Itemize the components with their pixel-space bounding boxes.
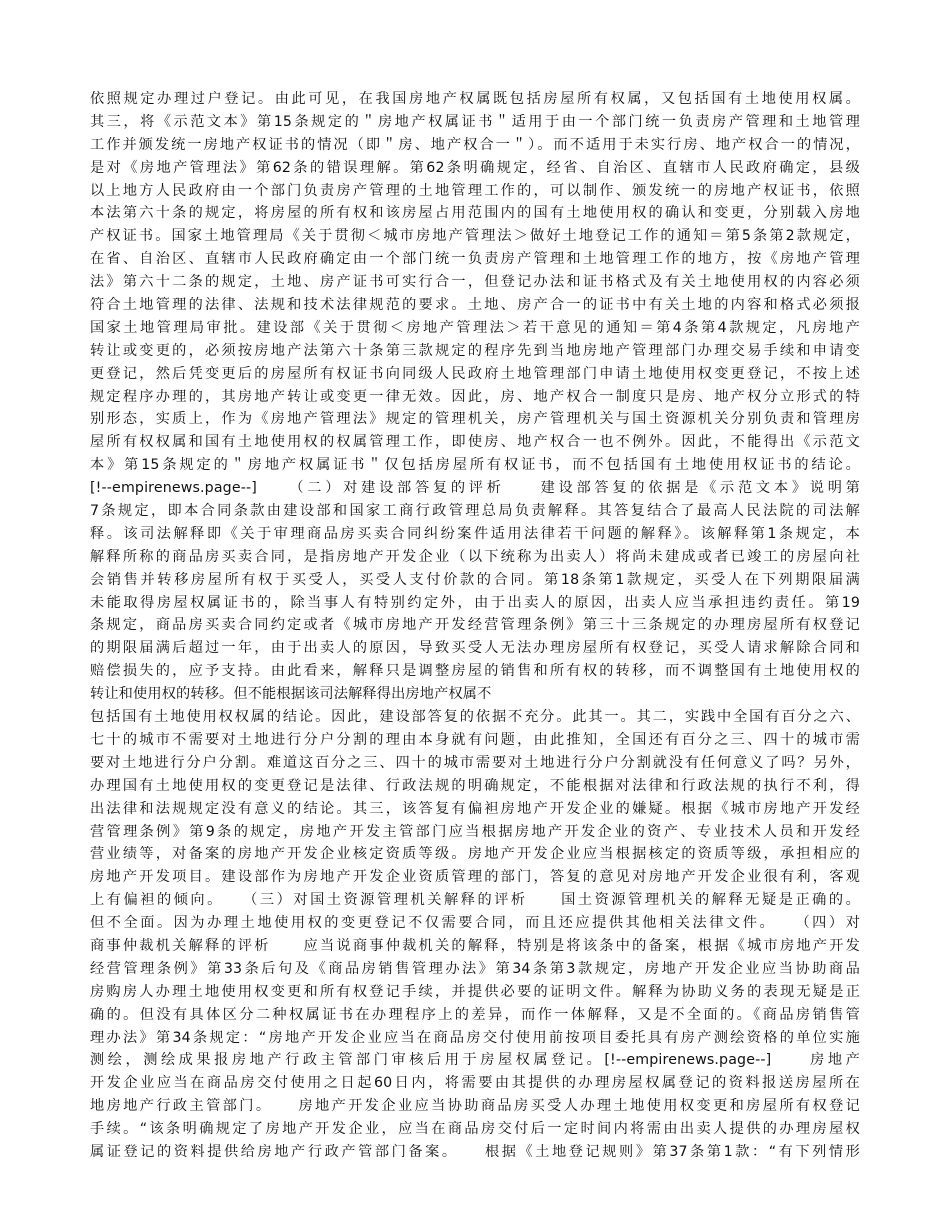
text-line: 七十的城市不需要对土地进行分户分割的理由本身就有问题，由此推知，全国还有百分之三、四十的城市需: [90, 731, 860, 748]
text-line: 是对《房地产管理法》第62条的错误理解。第62条明确规定，经省、自治区、直辖市人民政府确定，县级: [90, 159, 860, 176]
text-line: 解释所称的商品房买卖合同，是指房地产开发企业（以下统称为出卖人）将尚未建成或者已竣工的房屋向社: [90, 548, 860, 565]
text-line: 本法第六十条的规定，将房屋的所有权和该房屋占用范围内的国有土地使用权的确认和变更，分别载入房地: [90, 205, 860, 222]
text-line: 商事仲裁机关解释的评析 应当说商事仲裁机关的解释，特别是将该条中的备案，根据《城市房地产开发: [90, 937, 860, 954]
text-line: 符合土地管理的法律、法规和技术法律规范的要求。土地、房产合一的证书中有关土地的内容和格式必须报: [90, 297, 860, 314]
text-line: 规定程序办理的，其房地产转让或变更一律无效。因此，房、地产权合一制度只是房、地产权分立形式的特: [90, 388, 860, 405]
text-line: 赔偿损失的，应予支持。由此看来，解释只是调整房屋的销售和所有权的转移，而不调整国有土地使用权的: [90, 663, 860, 680]
text-line: 转让和使用权的转移。但不能根据该司法解释得出房地产权属不: [90, 686, 492, 703]
text-line: 开发企业应当在商品房交付使用之日起60日内，将需要由其提供的办理房屋权属登记的资料报送房屋所在: [90, 1075, 860, 1092]
text-line: 屋所有权权属和国有土地使用权的权属管理工作，即使房、地产权合一也不例外。因此，不能得出《示范文: [90, 434, 860, 451]
text-line: 测绘，测绘成果报房地产行政主管部门审核后用于房屋权属登记。[!--empirenews.page--] 房地产: [90, 1052, 860, 1069]
document-body: [90, 88, 860, 1164]
text-line: 房地产开发项目。建设部作为房地产开发企业资质管理的部门，答复的意见对房地产开发企业很有利，客观: [90, 869, 860, 886]
text-line: 上有偏袒的倾向。 （三）对国土资源管理机关解释的评析 国土资源管理机关的解释无疑是正确的。: [90, 892, 860, 909]
text-line: [!--empirenews.page--] （二）对建设部答复的评析 建设部答复的依据是《示范文本》说明第: [90, 480, 860, 497]
text-line: 经营管理条例》第33条后句及《商品房销售管理办法》第34条第3款规定，房地产开发企业应当协助商品: [90, 960, 860, 977]
text-line: 条规定，商品房买卖合同约定或者《城市房地产开发经营管理条例》第三十三条规定的办理房屋所有权登记: [90, 617, 860, 634]
text-line: 会销售并转移房屋所有权于买受人，买受人支付价款的合同。第18条第1款规定，买受人在下列期限届满: [90, 571, 860, 588]
text-line: 别形态，实质上，作为《房地产管理法》规定的管理机关，房产管理机关与国土资源机关分别负责和管理房: [90, 411, 860, 428]
text-line: 国家土地管理局审批。建设部《关于贯彻＜房地产管理法＞若干意见的通知＝第4条第4款规定，凡房地产: [90, 319, 860, 336]
text-line: 地房地产行政主管部门。 房地产开发企业应当协助商品房买受人办理土地使用权变更和房屋所有权登记: [90, 1098, 860, 1115]
text-line: 未能取得房屋权属证书的，除当事人有特别约定外，由于出卖人的原因，出卖人应当承担违约责任。第19: [90, 594, 860, 611]
text-line: 房购房人办理土地使用权变更和所有权登记手续，并提供必要的证明文件。解释为协助义务的表现无疑是正: [90, 983, 860, 1000]
text-line: 本》第15条规定的＂房地产权属证书＂仅包括房屋所有权证书，而不包括国有土地使用权证书的结论。: [90, 457, 860, 474]
text-line: 在省、自治区、直辖市人民政府确定由一个部门统一负责房产管理和土地管理工作的地方，按《房地产管理: [90, 251, 860, 268]
text-line: 的期限届满后超过一年，由于出卖人的原因，导致买受人无法办理房屋所有权登记，买受人请求解除合同和: [90, 640, 860, 657]
text-line: 手续。“该条明确规定了房地产开发企业，应当在商品房交付后一定时间内将需由出卖人提供的办理房屋权: [90, 1121, 860, 1138]
text-line: 产权证书。国家土地管理局《关于贯彻＜城市房地产管理法＞做好土地登记工作的通知＝第5条第2款规定，: [90, 228, 860, 245]
text-line: 以上地方人民政府由一个部门负责房产管理的土地管理工作的，可以制作、颁发统一的房地产权证书，依照: [90, 182, 860, 199]
text-line: 更登记，然后凭变更后的房屋所有权证书向同级人民政府土地管理部门申请土地使用权变更登记，不按上述: [90, 365, 860, 382]
text-line: 确的。但没有具体区分二种权属证书在办理程序上的差异，而作一体解释，又是不全面的。《商品房销售管: [90, 1006, 860, 1023]
text-line: 包括国有土地使用权权属的结论。因此，建设部答复的依据不充分。此其一。其二，实践中全国有百分之六、: [90, 709, 860, 726]
text-line: 转让或变更的，必须按房地产法第六十条第三款规定的程序先到当地房地产管理部门办理交易手续和申请变: [90, 342, 860, 359]
text-line: 营业绩等，对备案的房地产开发企业核定资质等级。房地产开发企业应当根据核定的资质等级，承担相应的: [90, 846, 860, 863]
text-line: 依照规定办理过户登记。由此可见，在我国房地产权属既包括房屋所有权属，又包括国有土地使用权属。: [90, 91, 860, 107]
text-line: 理办法》第34条规定：“房地产开发企业应当在商品房交付使用前按项目委托具有房产测绘资格的单位实施: [90, 1029, 860, 1046]
text-line: 7条规定，即本合同条款由建设部和国家工商行政管理总局负责解释。其答复结合了最高人民法院的司法解: [90, 503, 860, 520]
text-line: 释。该司法解释即《关于审理商品房买卖合同纠纷案件适用法律若干问题的解释》。该解释第1条规定，本: [90, 525, 860, 542]
text-line: 属证登记的资料提供给房地产行政产管部门备案。 根据《土地登记规则》第37条第1款：“有下列情形: [90, 1143, 860, 1160]
text-line: 法》第六十二条的规定，土地、房产证书可实行合一，但登记办法和证书格式及有关土地使用权的内容必须: [90, 274, 860, 291]
text-line: 出法律和法规规定没有意义的结论。其三，该答复有偏袒房地产开发企业的嫌疑。根据《城市房地产开发经: [90, 800, 860, 817]
text-line: 办理国有土地使用权的变更登记是法律、行政法规的明确规定，不能根据对法律和行政法规的执行不利，得: [90, 777, 860, 794]
text-line: 要对土地进行分户分割。难道这百分之三、四十的城市需要对土地进行分户分割就没有任何意义了吗？另外，: [90, 754, 860, 771]
text-line: 工作并颁发统一房地产权证书的情况（即＂房、地产权合一＂）。而不适用于未实行房、地产权合一的情况，: [90, 136, 860, 153]
text-line: 营管理条例》第9条的规定，房地产开发主管部门应当根据房地产开发企业的资产、专业技术人员和开发经: [90, 823, 860, 840]
text-line: 但不全面。因为办理土地使用权的变更登记不仅需要合同，而且还应提供其他相关法律文件。 （四）对: [90, 915, 860, 932]
text-line: 其三，将《示范文本》第15条规定的＂房地产权属证书＂适用于由一个部门统一负责房产管理和土地管理: [90, 113, 860, 130]
